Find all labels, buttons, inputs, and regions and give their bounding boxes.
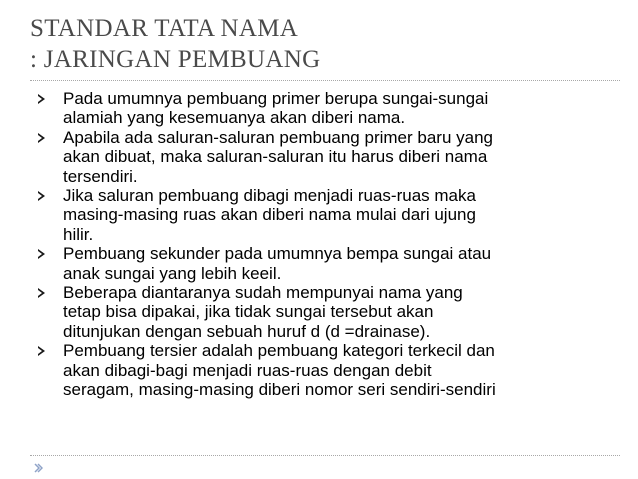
bullet-item <box>38 341 623 399</box>
bullet-line: akan dibagi-bagi menjadi ruas-ruas dengan debit <box>63 360 432 380</box>
bullet-item <box>38 244 623 283</box>
bullet-arrow-icon <box>38 94 45 104</box>
bullet-line: akan dibuat, maka saluran-saluran itu harus diberi nama <box>63 147 488 167</box>
bullet-arrow-icon <box>38 288 45 298</box>
bullet-line: Pembuang tersier adalah pembuang kategori terkecil dan <box>63 341 495 361</box>
bullet-list <box>38 89 623 400</box>
bullet-line: hilir. <box>63 224 94 244</box>
slide-nav-icon-shape <box>33 463 43 473</box>
bullet-line: ditunjukan dengan sebuah huruf d (d =drainase). <box>63 321 431 341</box>
bullet-line: alamiah yang kesemuanya akan diberi nama. <box>63 108 406 128</box>
bullet-line: Apabila ada saluran-saluran pembuang primer baru yang <box>63 127 493 147</box>
bullet-arrow-icon <box>38 133 45 143</box>
bullet-arrow-icon <box>38 346 45 356</box>
bullet-line: Jika saluran pembuang dibagi menjadi ruas-ruas maka <box>63 186 476 206</box>
bullet-line: Pembuang sekunder pada umumnya bempa sungai atau <box>63 244 492 264</box>
bullet-arrow-icon <box>38 249 45 259</box>
bullet-line: Beberapa diantaranya sudah mempunyai nama yang <box>63 283 463 303</box>
bullet-line: Pada umumnya pembuang primer berupa sungai-sungai <box>63 89 489 108</box>
bullet-item <box>38 89 623 128</box>
slide-nav-icon <box>33 463 43 473</box>
footer-divider <box>30 455 620 456</box>
bullet-line: anak sungai yang lebih keeil. <box>63 263 282 283</box>
bullet-item <box>38 128 623 186</box>
slide-title-line-2: : JARINGAN PEMBUANG <box>30 46 321 73</box>
slide-title <box>30 13 610 75</box>
bullet-item <box>38 283 623 341</box>
bullet-item <box>38 186 623 244</box>
bullet-arrow-icon <box>38 191 45 201</box>
title-divider <box>30 80 620 81</box>
bullet-line: seragam, masing-masing diberi nomor seri sendiri-sendiri <box>63 380 496 400</box>
bullet-line: tersendiri. <box>63 166 138 186</box>
slide-title-line-1: STANDAR TATA NAMA <box>30 15 299 42</box>
bullet-line: masing-masing ruas akan diberi nama mulai dari ujung <box>63 205 476 225</box>
bullet-line: tetap bisa dipakai, jika tidak sungai tersebut akan <box>63 302 434 322</box>
